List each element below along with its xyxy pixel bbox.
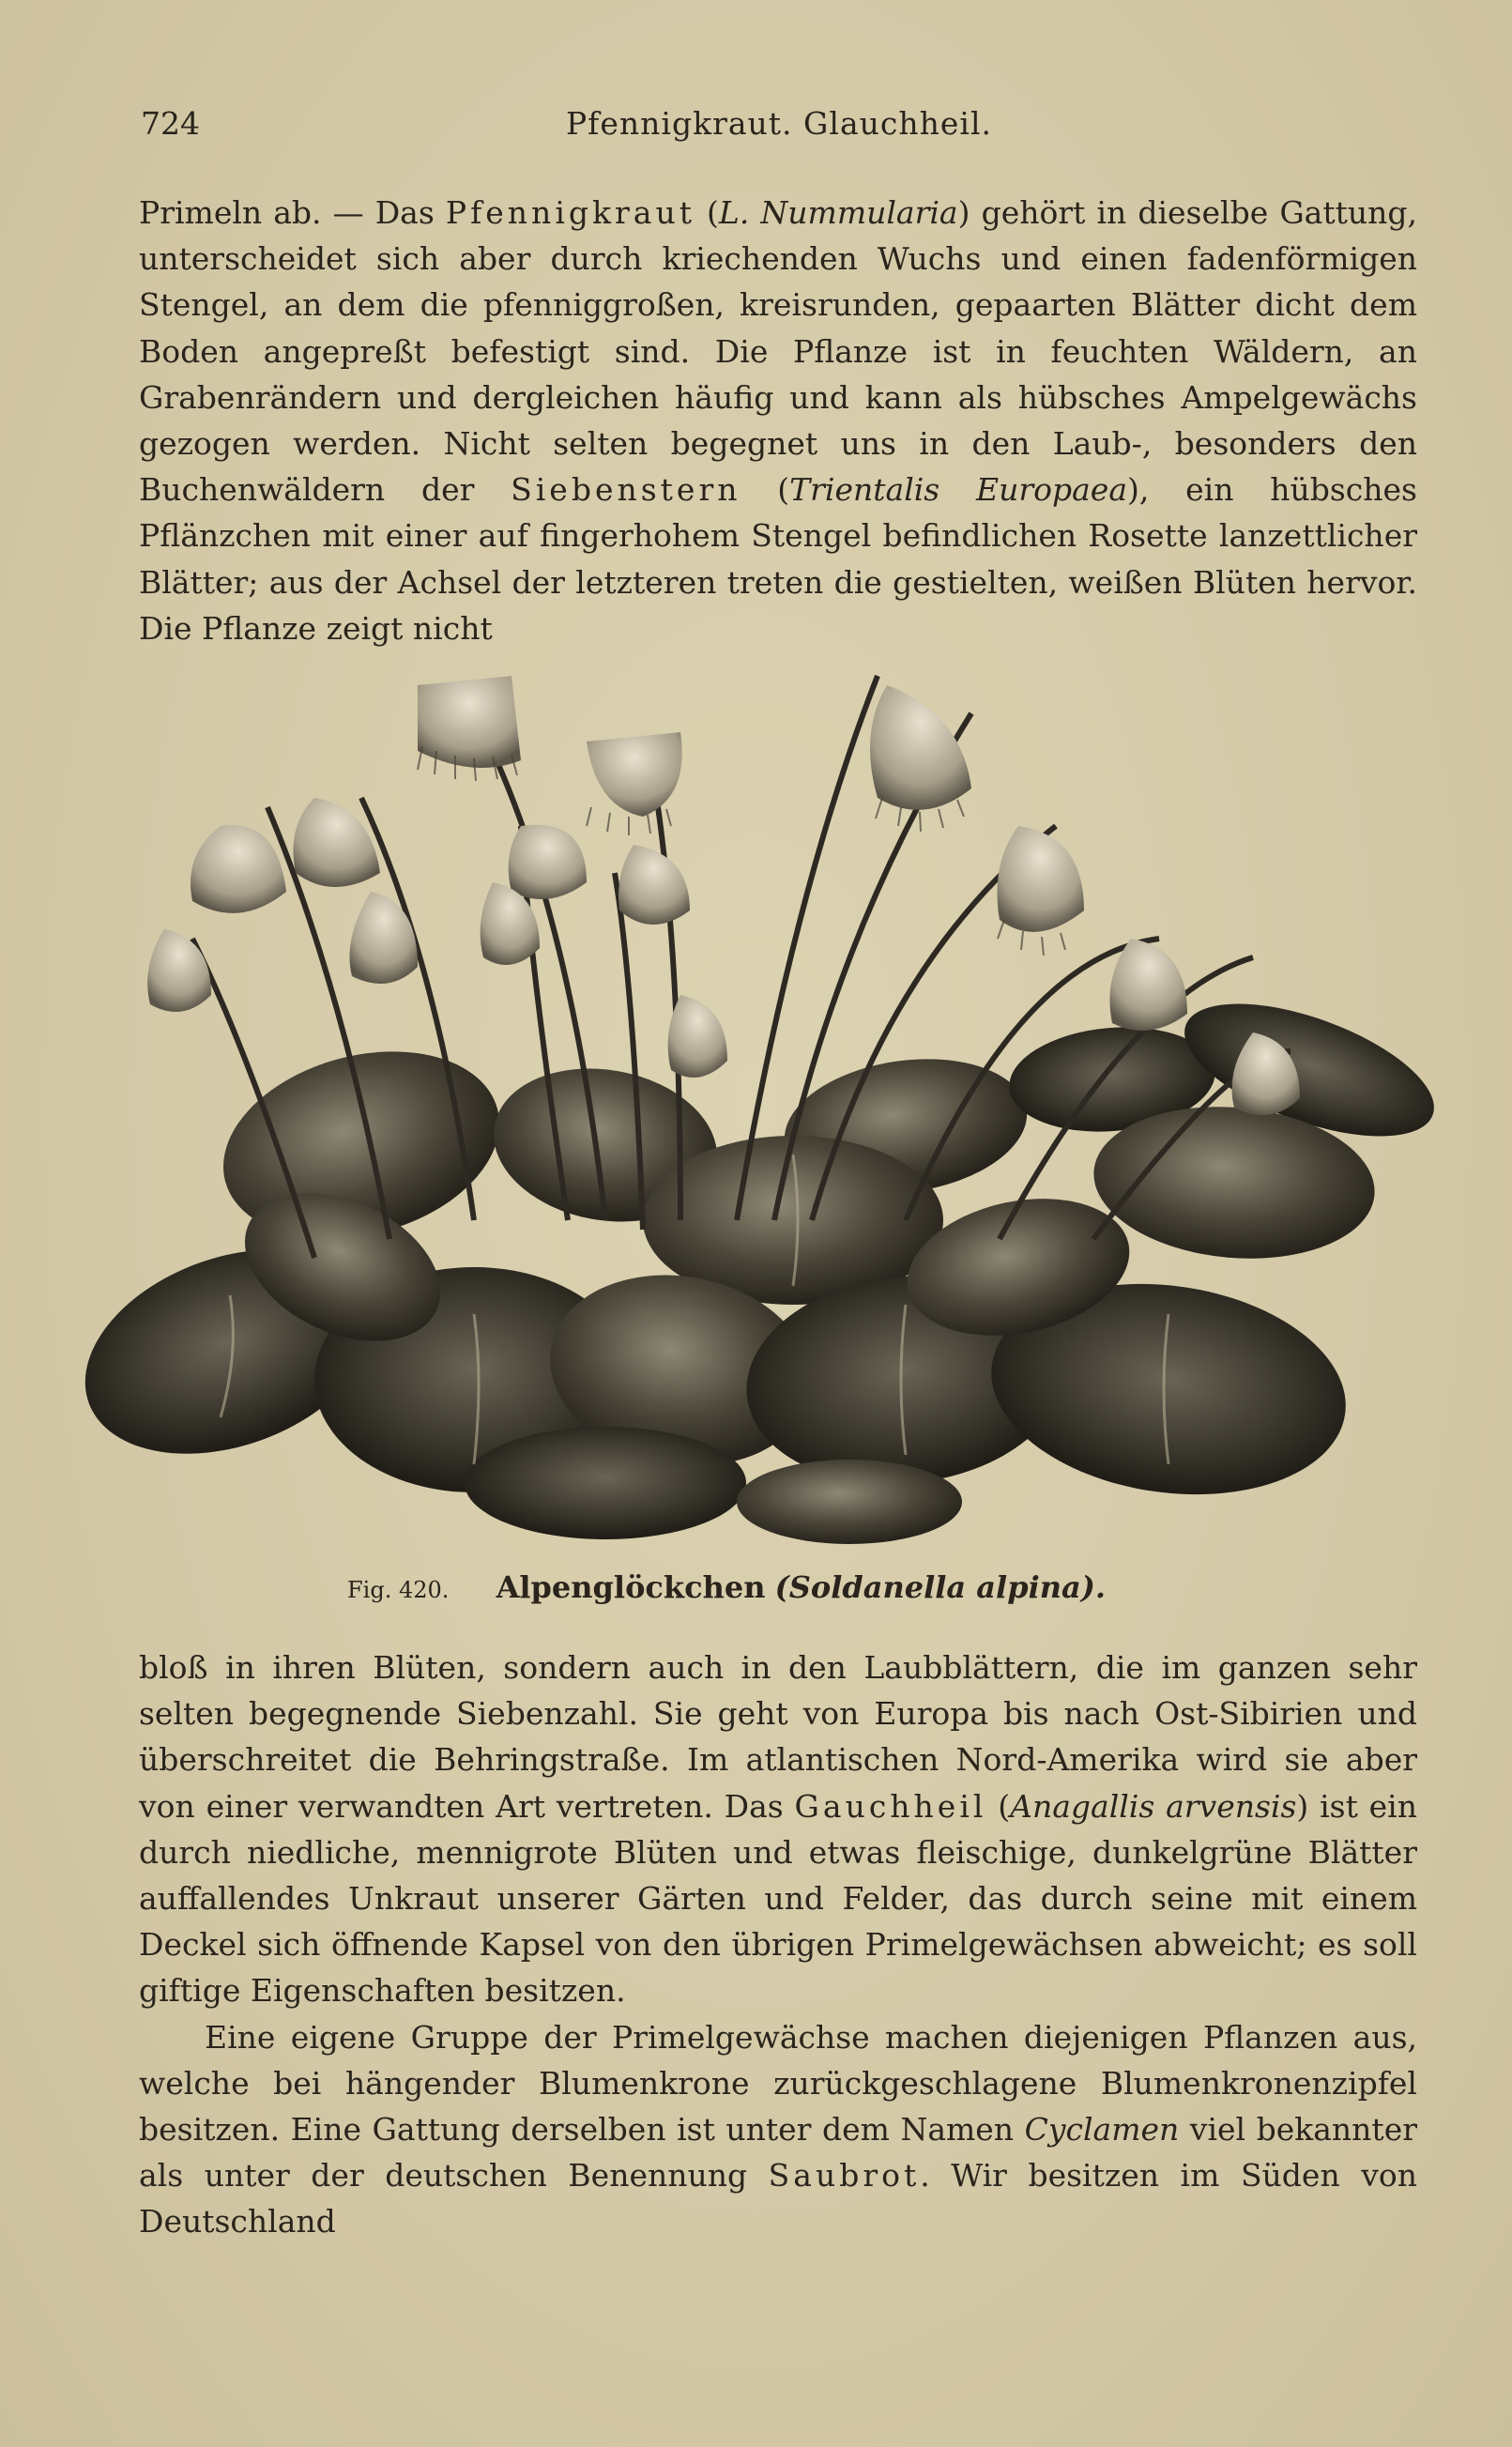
page-header (141, 105, 1417, 150)
paragraph: Eine eigene Gruppe der Primelgewächse machen diejenigen Pflanzen aus, welche bei hängender Blumenkrone zurückgeschlagene Blumenkronenzipfel besitzen. Eine Gattung derselben ist unter dem Namen Cyclamen viel bekannter als unter der deutschen Benennung Saubrot. Wir besitzen im Süden von Deutschland (139, 2018, 1418, 2241)
paragraph: bloß in ihren Blüten, sondern auch in den Laubblättern, die im ganzen sehr selten begegnende Siebenzahl. Sie geht von Europa bis nach Ost-Sibirien und überschreitet die Behringstraße. Im atlantischen Nord-Amerika wird sie aber von einer verwandten Art vertreten. Das Gauchheil (Anagallis arvensis) ist ein durch niedliche, mennigrote Blüten und etwas fleischige, dunkelgrüne Blätter auffallendes Unkraut unserer Gärten und Felder, das durch seine mit einem Deckel sich öffnende Kapsel von den übrigen Primelgewächsen abweicht; es soll giftige Eigenschaften besitzen. (139, 1649, 1417, 2010)
body-text-top (139, 190, 1417, 651)
paragraph: Primeln ab. — Das Pfennigkraut (L. Nummularia) gehört in dieselbe Gattung, unterscheidet sich aber durch kriechenden Wuchs und einen fadenförmigen Stengel, an dem die pfenniggroßen, kreisrunden, gepaarten Blätter dicht dem Boden angepreßt befestigt sind. Die Pflanze ist in feuchten Wäldern, an Grabenrändern und dergleichen häufig und kann als hübsches Ampelgewächs gezogen werden. Nicht selten begegnet uns in den Laub-, besonders den Buchenwäldern der Siebenstern (Trientalis Europaea), ein hübsches Pflänzchen mit einer auf fingerhohem Stengel befindlichen Rosette lanzettlicher Blätter; aus der Achsel der letzteren treten die gestielten, weißen Blüten hervor. Die Pflanze zeigt nicht (139, 194, 1417, 647)
page-number: 724 (141, 105, 200, 142)
figure-latin-name: (Soldanella alpina). (774, 1569, 1106, 1605)
running-title: Pfennigkraut. Glauchheil. (565, 105, 993, 142)
figure-number: Fig. 420. (347, 1577, 450, 1603)
body-text-bottom (139, 1644, 1417, 2245)
soldanella-engraving (80, 657, 1478, 1558)
figure-title: Alpenglöckchen (496, 1569, 766, 1605)
plant-illustration (80, 657, 1478, 1558)
figure-caption (347, 1569, 1192, 1605)
